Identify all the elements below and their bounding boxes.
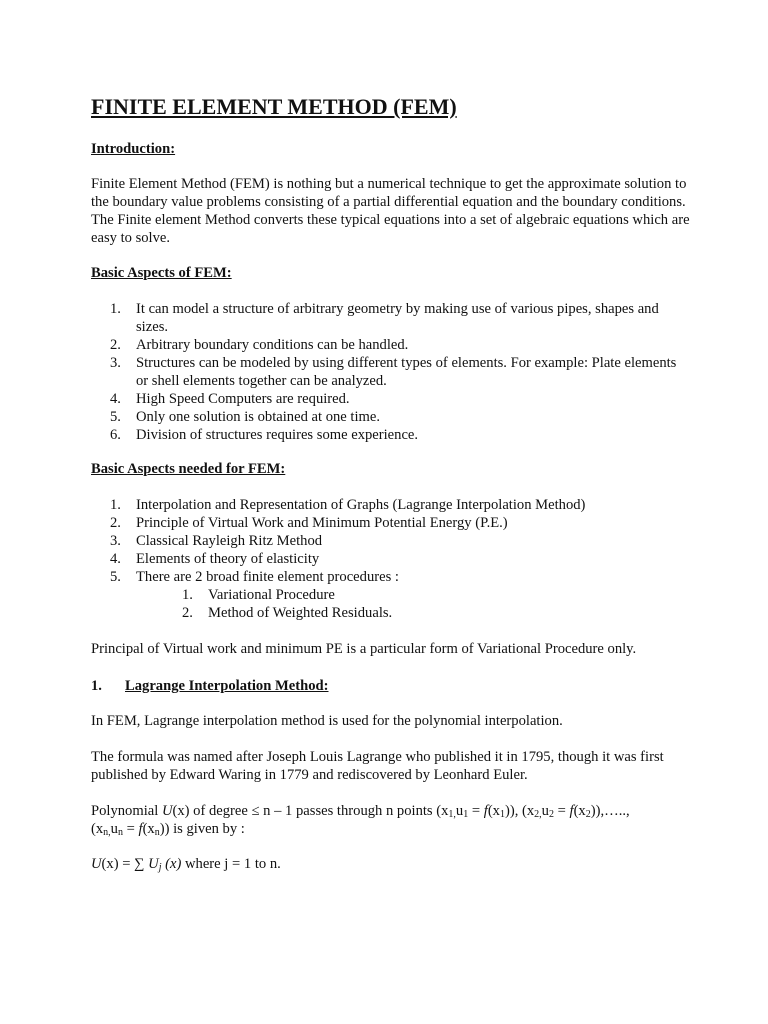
list-item: 6. Division of structures requires some experience. [110,427,419,443]
list-item: 2. Method of Weighted Residuals. [182,605,393,621]
procedures-sublist [91,586,691,622]
lagrange-paragraph-1: In FEM, Lagrange interpolation method is used for the polynomial interpolation. [91,713,563,729]
section-title: Lagrange Interpolation Method: [125,678,329,694]
list-item: 2. Arbitrary boundary conditions can be handled. [110,337,409,353]
polynomial-statement: Polynomial U(x) of degree ≤ n – 1 passes through n points $(x_{1,}u_1 = f(x_1))$, ($x_{2,}u_2$ = $f(x_2)),\dots$.., $(x_{n,}u_n = f(x_n))$ is given by : [91,803,630,838]
basic-aspects-list [91,300,691,444]
list-item: 5. Only one solution is obtained at one time. [110,409,381,425]
list-item: 1. It can model a structure of arbitrary geometry by making use of various pipes, shapes and sizes. [110,301,659,335]
list-item: 5. There are 2 broad finite element procedures : [110,569,399,585]
document-title: FINITE ELEMENT METHOD (FEM) [91,94,457,119]
list-item: 3. Classical Rayleigh Ritz Method [110,533,323,549]
basic-aspects-heading: Basic Aspects of FEM: [91,265,232,281]
aspects-needed-heading: Basic Aspects needed for FEM: [91,461,286,477]
list-item: 1. Variational Procedure [182,587,335,603]
list-item: 3. Structures can be modeled by using different types of elements. For example: Plate elements or shell elements together can be analyzed. [110,355,677,389]
introduction-heading: Introduction: [91,141,176,157]
lagrange-heading [91,677,691,695]
aspects-needed-list [91,496,691,586]
list-item: 4. High Speed Computers are required. [110,391,350,407]
lagrange-paragraph-2: The formula was named after Joseph Louis Lagrange who published it in 1795, though it was first published by Edward Waring in 1779 and rediscovered by Leonhard Euler. [91,749,664,783]
lagrange-formula: U(x) = ∑ $U_j$ (x) where j = 1 to n. [91,856,281,873]
principal-note: Principal of Virtual work and minimum PE is a particular form of Variational Procedure only. [91,641,637,657]
section-number: 1. [91,678,102,694]
list-item: 4. Elements of theory of elasticity [110,551,320,567]
introduction-paragraph: Finite Element Method (FEM) is nothing but a numerical technique to get the approximate solution to the boundary value problems consisting of a partial differential equation and the boundary conditions. The Finite element Method converts these typical equations into a set of algebraic equations which are easy to solve. [91,176,690,246]
list-item: 2. Principle of Virtual Work and Minimum Potential Energy (P.E.) [110,515,508,531]
list-item: 1. Interpolation and Representation of Graphs (Lagrange Interpolation Method) [110,497,586,513]
